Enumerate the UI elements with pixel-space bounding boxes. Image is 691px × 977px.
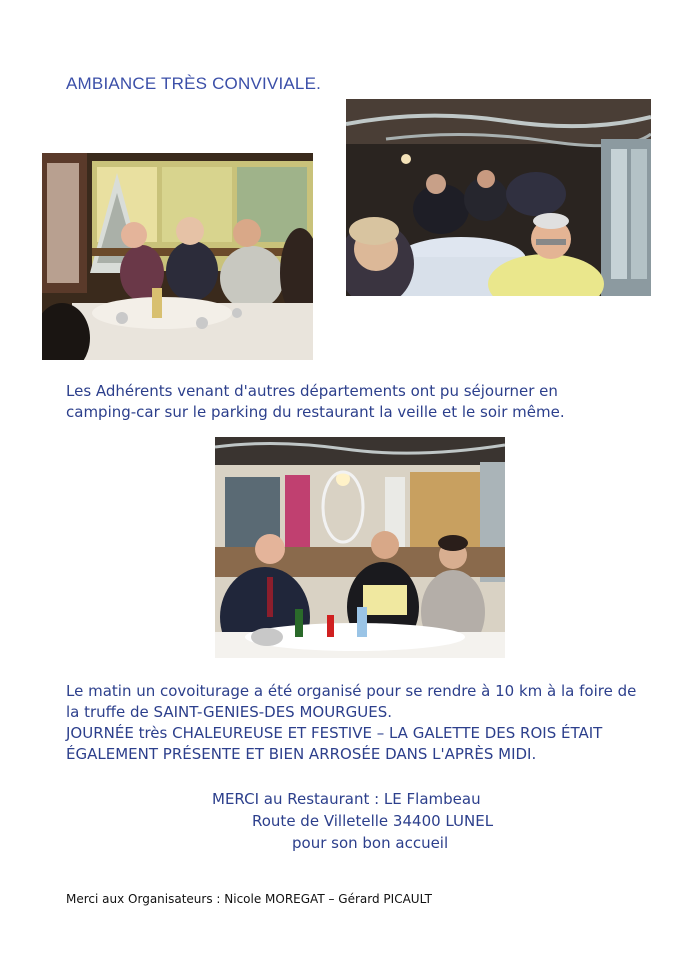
paragraph-line: JOURNÉE très CHALEUREUSE ET FESTIVE – LA GALETTE DES ROIS ÉTAIT	[66, 724, 603, 742]
paragraph-line: la truffe de SAINT-GENIES-DES MOURGUES.	[66, 703, 392, 721]
photo-group-table-window	[42, 153, 313, 360]
paragraph-camping-car	[66, 381, 565, 423]
thanks-restaurant: MERCI au Restaurant : LE Flambeau	[212, 790, 481, 808]
paragraph-line: Le matin un covoiturage a été organisé pour se rendre à 10 km à la foire de	[66, 682, 637, 700]
paragraph-line: ÉGALEMENT PRÉSENTE ET BIEN ARROSÉE DANS L'APRÈS MIDI.	[66, 745, 537, 763]
thanks-welcome: pour son bon accueil	[292, 834, 449, 852]
photo-three-guests	[215, 437, 505, 658]
paragraph-line: camping-car sur le parking du restaurant la veille et le soir même.	[66, 403, 565, 421]
paragraph-journee	[66, 681, 636, 765]
thanks-address: Route de Villetelle 34400 LUNEL	[252, 812, 494, 830]
paragraph-line: Les Adhérents venant d'autres départements ont pu séjourner en	[66, 382, 558, 400]
photo-banquet-hall	[346, 99, 651, 296]
page-title: AMBIANCE TRÈS CONVIVIALE.	[66, 74, 322, 93]
footer-organizers: Merci aux Organisateurs : Nicole MOREGAT – Gérard PICAULT	[66, 892, 432, 906]
